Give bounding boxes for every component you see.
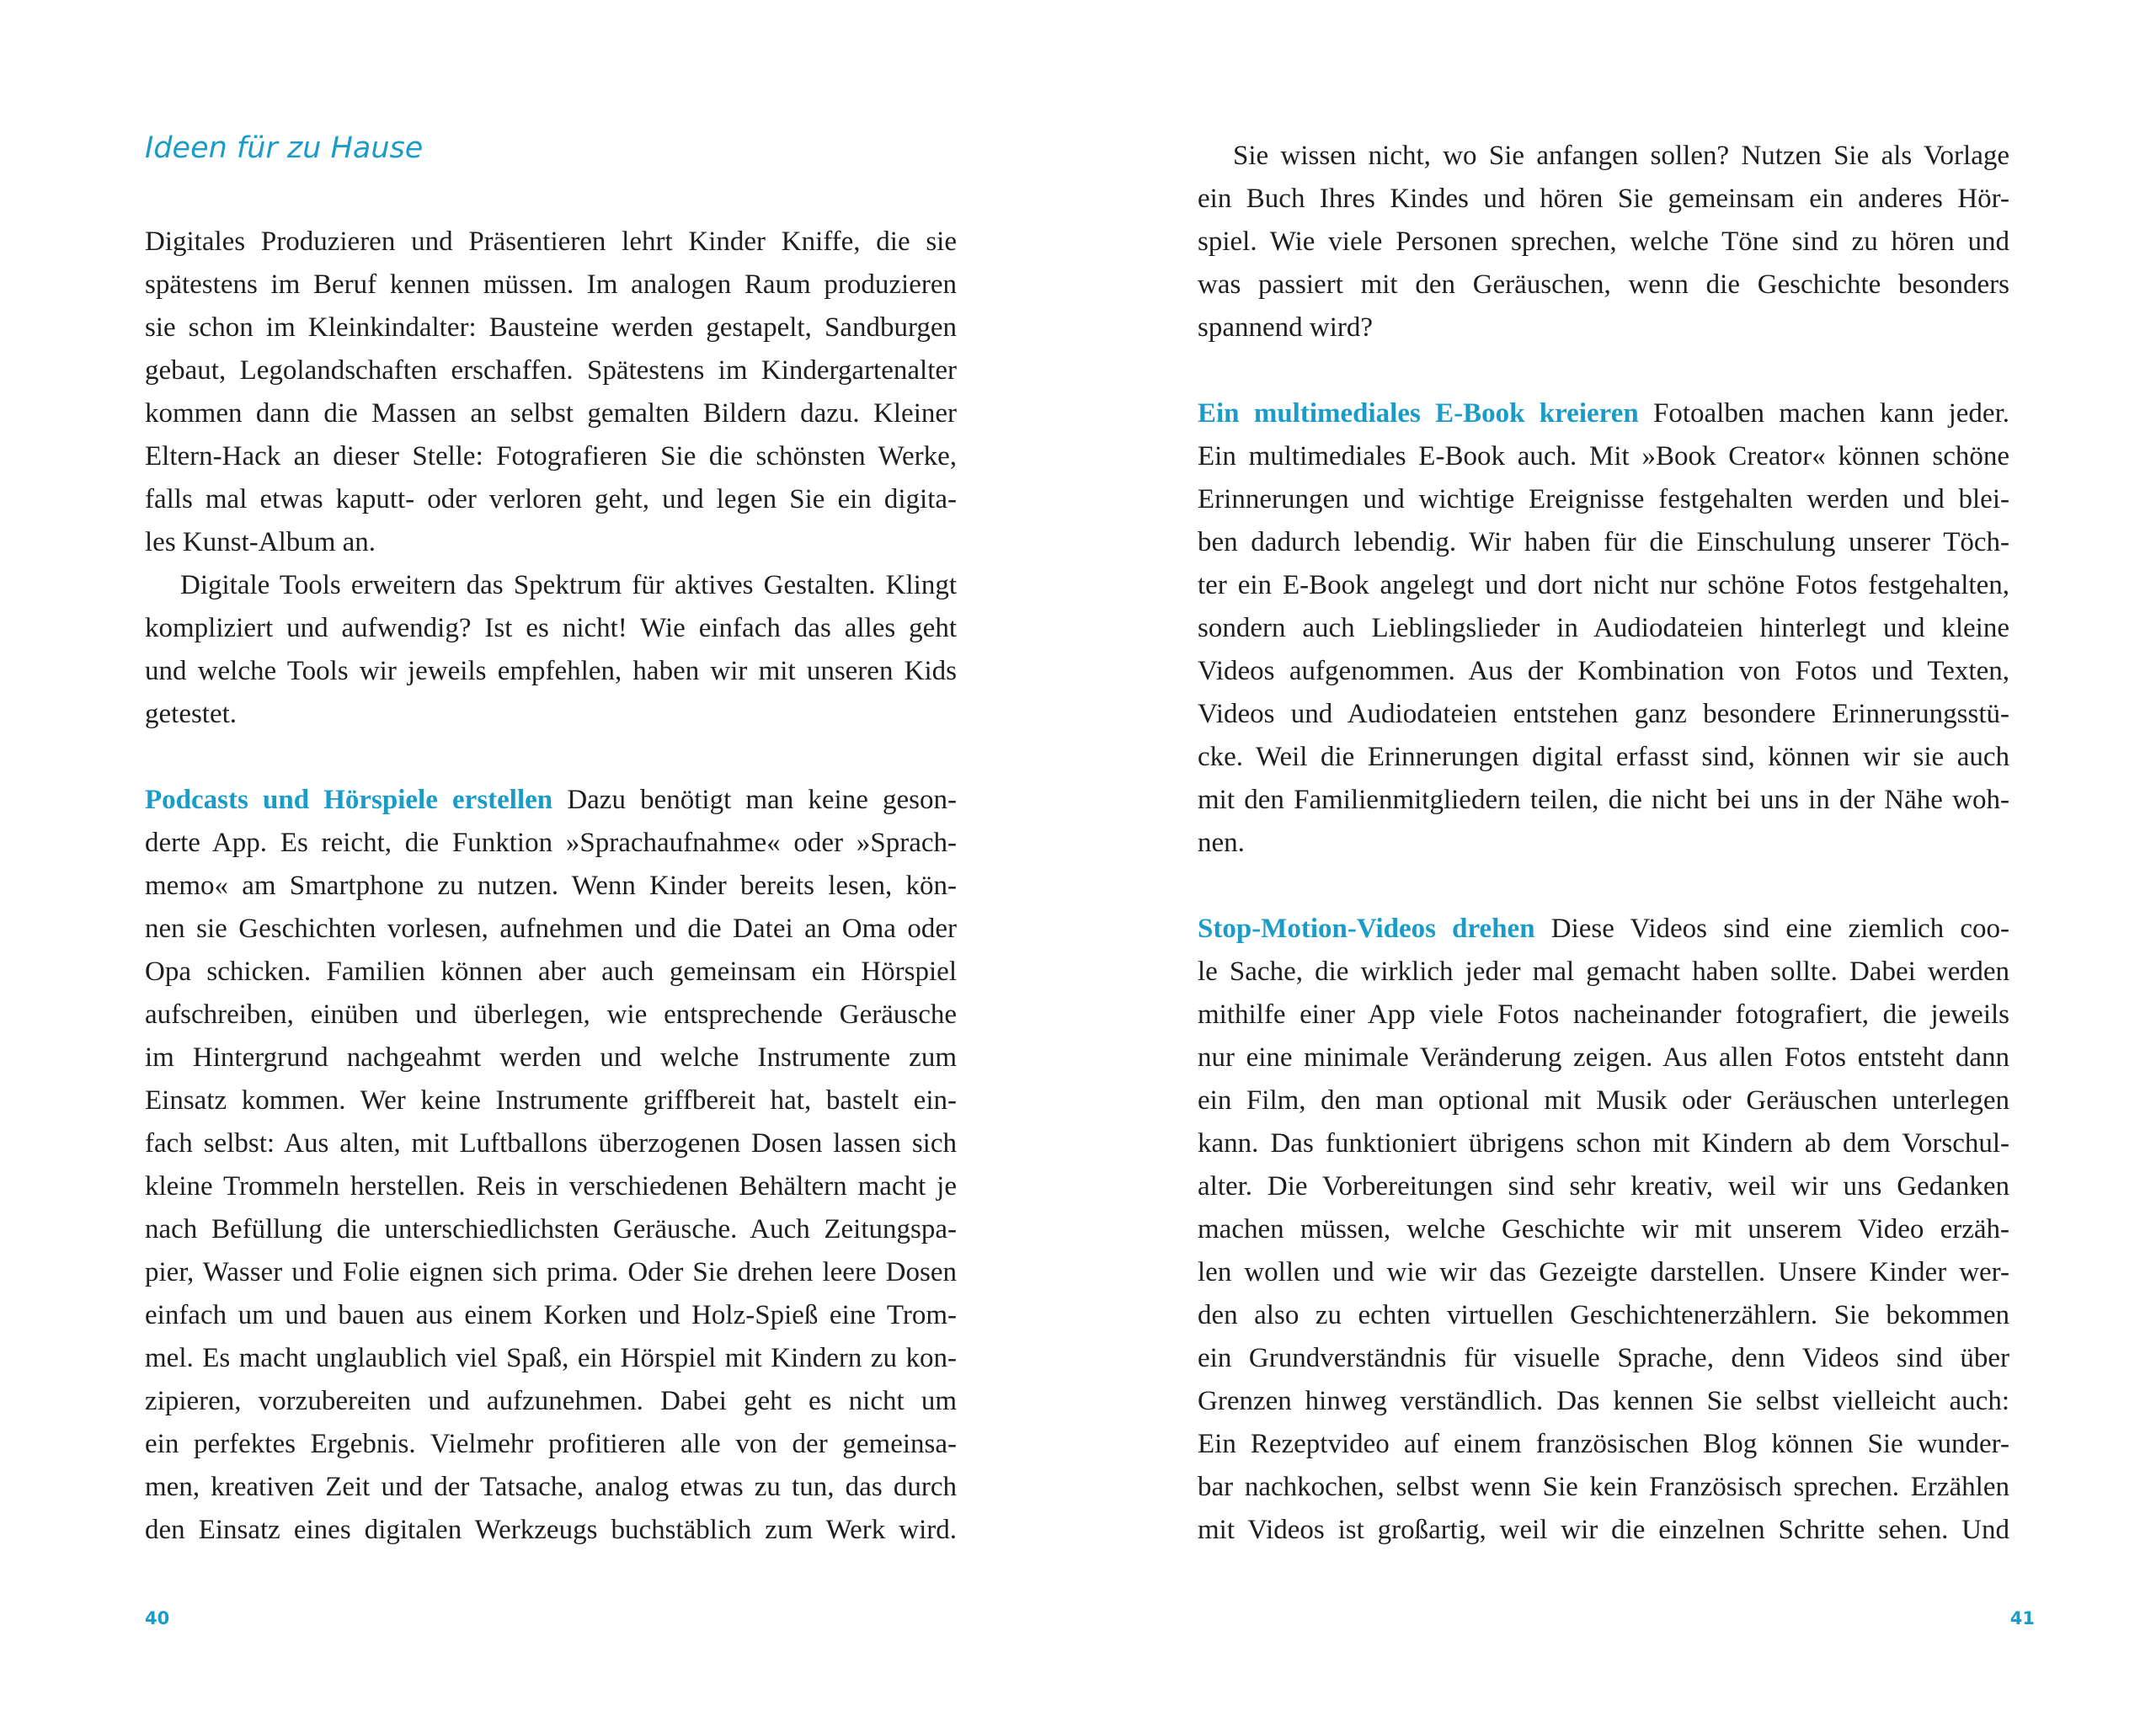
text-line: kleine Trommeln herstellen. Reis in verschiedenen Behältern macht je [145,1171,957,1202]
text-line: ben dadurch lebendig. Wir haben für die Einschulung unserer Töch- [1198,527,2009,557]
text-line: Erinnerungen und wichtige Ereignisse festgehalten werden und blei- [1198,484,2009,514]
text-line: le Sache, die wirklich jeder mal gemacht haben sollte. Dabei werden [1198,957,2009,987]
page-number: 41 [2009,1608,2035,1628]
text-line: zipieren, vorzubereiten und aufzunehmen. Dabei geht es nicht um [145,1386,957,1416]
run-in-heading-ebook: Ein multimediales E-Book kreieren [1198,398,1639,429]
text-line: spiel. Wie viele Personen sprechen, welche Töne sind zu hören und [1198,226,2009,257]
text-line: Digitale Tools erweitern das Spektrum für aktives Gestalten. Klingt [180,570,957,600]
text-line: kompliziert und aufwendig? Ist es nicht! Wie einfach das alles geht [145,613,957,643]
text-line: derte App. Es reicht, die Funktion »Sprachaufnahme« oder »Sprach- [145,828,957,858]
text-line: mit Videos ist großartig, weil wir die einzelnen Schritte sehen. Und [1198,1515,2009,1545]
text-line: Grenzen hinweg verständlich. Das kennen Sie selbst vielleicht auch: [1198,1386,2009,1416]
text-line: les Kunst-Album an. [145,527,376,557]
text-line: spätestens im Beruf kennen müssen. Im analogen Raum produzieren [145,269,957,300]
text-line: len wollen und wie wir das Gezeigte darstellen. Unsere Kinder wer- [1198,1257,2009,1287]
text-line: mel. Es macht unglaublich viel Spaß, ein Hörspiel mit Kindern zu kon- [145,1343,957,1373]
text-line: nur eine minimale Veränderung zeigen. Aus allen Fotos entsteht dann [1198,1042,2009,1073]
text-line: und welche Tools wir jeweils empfehlen, haben wir mit unseren Kids [145,656,957,686]
text-line: ter ein E-Book angelegt und dort nicht nur schöne Fotos festgehalten, [1198,570,2009,600]
text-line: ein Film, den man optional mit Musik oder Geräuschen unterlegen [1198,1085,2009,1116]
text-line: aufschreiben, einüben und überlegen, wie entsprechende Geräusche [145,999,957,1030]
text-line: men, kreativen Zeit und der Tatsache, analog etwas zu tun, das durch [145,1472,957,1502]
text-line: Videos aufgenommen. Aus der Kombination von Fotos und Texten, [1198,656,2009,686]
text-line: Einsatz kommen. Wer keine Instrumente griffbereit hat, bastelt ein- [145,1085,957,1116]
text-line: im Hintergrund nachgeahmt werden und welche Instrumente zum [145,1042,957,1073]
text-line: nen. [1198,828,1245,858]
text-line: sie schon im Kleinkindalter: Bausteine werden gestapelt, Sandburgen [145,312,957,343]
text-line: machen müssen, welche Geschichte wir mit unserem Video erzäh- [1198,1214,2009,1244]
text-line: mit den Familienmitgliedern teilen, die nicht bei uns in der Nähe woh- [1198,785,2009,815]
page-number: 40 [145,1608,170,1628]
text-line: sondern auch Lieblingslieder in Audiodateien hinterlegt und kleine [1198,613,2009,643]
text-line: einfach um und bauen aus einem Korken und Holz-Spieß eine Trom- [145,1300,957,1330]
right-page [1078,0,2156,1716]
text-line: Videos und Audiodateien entstehen ganz besondere Erinnerungsstü- [1198,699,2009,729]
text-line: memo« am Smartphone zu nutzen. Wenn Kinder bereits lesen, kön- [145,871,957,901]
text-line: kann. Das funktioniert übrigens schon mit Kindern ab dem Vorschul- [1198,1128,2009,1159]
text-line [1198,392,2009,435]
run-in-text: Dazu benötigt man keine geson- [567,785,957,815]
text-line: Eltern-Hack an dieser Stelle: Fotografieren Sie die schönsten Werke, [145,441,957,472]
text-line: Digitales Produzieren und Präsentieren lehrt Kinder Kniffe, die sie [145,226,957,257]
run-in-heading-podcasts: Podcasts und Hörspiele erstellen [145,785,553,815]
run-in-text: Diese Videos sind eine ziemlich coo- [1550,914,2010,944]
text-line: den also zu echten virtuellen Geschichtenerzählern. Sie bekommen [1198,1300,2009,1330]
text-line: den Einsatz eines digitalen Werkzeugs buchstäblich zum Werk wird. [145,1515,957,1545]
text-line: alter. Die Vorbereitungen sind sehr kreativ, weil wir uns Gedanken [1198,1171,2009,1202]
text-line: cke. Weil die Erinnerungen digital erfasst sind, können wir sie auch [1198,742,2009,772]
run-in-text: Fotoalben machen kann jeder. [1652,398,2009,429]
text-line: getestet. [145,699,237,729]
text-line: ein perfektes Ergebnis. Vielmehr profitieren alle von der gemeinsa- [145,1429,957,1459]
text-line: ein Buch Ihres Kindes und hören Sie gemeinsam ein anderes Hör- [1198,184,2009,214]
section-heading: Ideen für zu Hause [145,131,424,165]
text-line: bar nachkochen, selbst wenn Sie kein Französisch sprechen. Erzählen [1198,1472,2009,1502]
text-line: kommen dann die Massen an selbst gemalten Bildern dazu. Kleiner [145,398,957,429]
text-line: was passiert mit den Geräuschen, wenn die Geschichte besonders [1198,269,2009,300]
text-line: mithilfe einer App viele Fotos nacheinander fotografiert, die jeweils [1198,999,2009,1030]
text-line: Ein multimediales E-Book auch. Mit »Book Creator« können schöne [1198,441,2009,472]
text-line: gebaut, Legolandschaften erschaffen. Spätestens im Kindergartenalter [145,355,957,386]
text-line: spannend wird? [1198,312,1374,343]
text-line [145,779,957,822]
text-line: nen sie Geschichten vorlesen, aufnehmen und die Datei an Oma oder [145,914,957,944]
text-line: Sie wissen nicht, wo Sie anfangen sollen? Nutzen Sie als Vorlage [1233,141,2009,171]
text-line: ein Grundverständnis für visuelle Sprache, denn Videos sind über [1198,1343,2009,1373]
text-line [1198,908,2009,951]
text-line: Opa schicken. Familien können aber auch gemeinsam ein Hörspiel [145,957,957,987]
text-line: fach selbst: Aus alten, mit Luftballons überzogenen Dosen lassen sich [145,1128,957,1159]
text-line: falls mal etwas kaputt- oder verloren geht, und legen Sie ein digita- [145,484,957,514]
text-line: pier, Wasser und Folie eignen sich prima. Oder Sie drehen leere Dosen [145,1257,957,1287]
text-line: nach Befüllung die unterschiedlichsten Geräusche. Auch Zeitungspa- [145,1214,957,1244]
run-in-heading-stop-motion: Stop-Motion-Videos drehen [1198,914,1535,944]
text-line: Ein Rezeptvideo auf einem französischen Blog können Sie wunder- [1198,1429,2009,1459]
